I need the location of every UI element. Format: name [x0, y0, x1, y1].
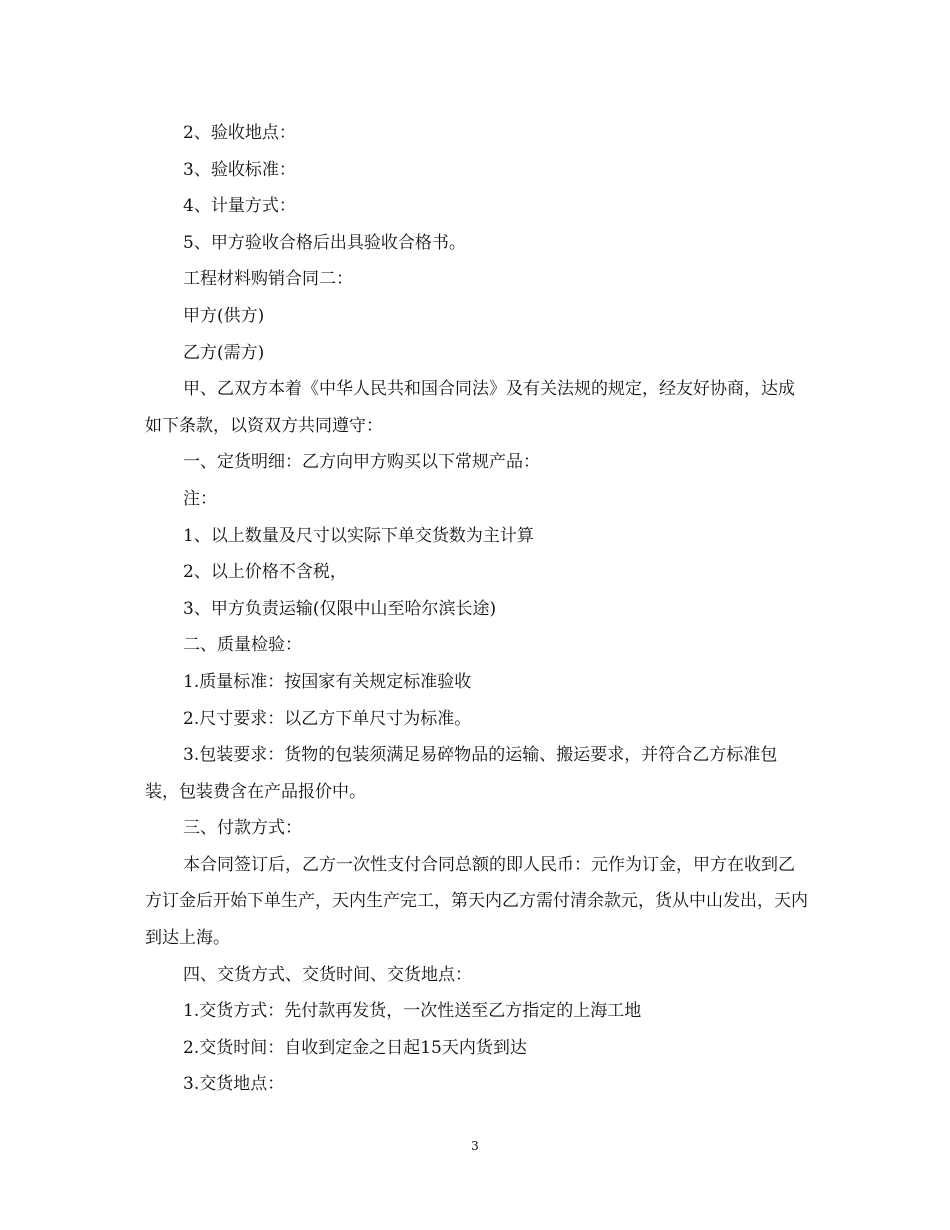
paragraph: 四、交货方式、交货时间、交货地点： [183, 964, 472, 985]
section-title: 工程材料购销合同二： [183, 269, 353, 290]
document-body [145, 115, 810, 1103]
paragraph: 3.包装要求：货物的包装须满足易碎物品的运输、搬运要求，并符合乙方标准包装，包装费含在产品报价中。 [145, 745, 778, 802]
paragraph: 2.尺寸要求：以乙方下单尺寸为标准。 [183, 708, 472, 729]
paragraph: 本合同签订后，乙方一次性支付合同总额的即人民币：元作为订金，甲方在收到乙方订金后开始下单生产，天内生产完工，第天内乙方需付清余款元，货从中山发出，天内到达上海。 [145, 854, 808, 949]
paragraph: 4、计量方式： [183, 196, 296, 217]
paragraph: 1、以上数量及尺寸以实际下单交货数为主计算 [183, 525, 534, 546]
paragraph: 一、定货明细：乙方向甲方购买以下常规产品： [183, 452, 540, 473]
paragraph: 2、验收地点： [183, 123, 296, 143]
paragraph: 3.交货地点： [183, 1074, 285, 1095]
paragraph: 3、验收标准： [183, 159, 296, 180]
page-number: 3 [471, 1139, 479, 1153]
paragraph: 3、甲方负责运输(仅限中山至哈尔滨长途) [183, 598, 497, 619]
paragraph: 甲方(供方) [183, 305, 265, 326]
paragraph: 二、质量检验： [183, 635, 302, 656]
paragraph: 2、以上价格不含税， [183, 562, 347, 583]
paragraph: 甲、乙双方本着《中华人民共和国合同法》及有关法规的规定，经友好协商，达成如下条款，以资双方共同遵守： [145, 379, 795, 436]
paragraph: 三、付款方式： [183, 818, 302, 839]
paragraph: 注： [183, 488, 217, 509]
paragraph: 1.交货方式：先付款再发货，一次性送至乙方指定的上海工地 [183, 1001, 642, 1022]
paragraph: 5、甲方验收合格后出具验收合格书。 [183, 232, 466, 253]
paragraph: 2.交货时间：自收到定金之日起15天内货到达 [183, 1037, 527, 1058]
paragraph: 乙方(需方) [183, 342, 265, 363]
paragraph: 1.质量标准：按国家有关规定标准验收 [183, 671, 472, 692]
